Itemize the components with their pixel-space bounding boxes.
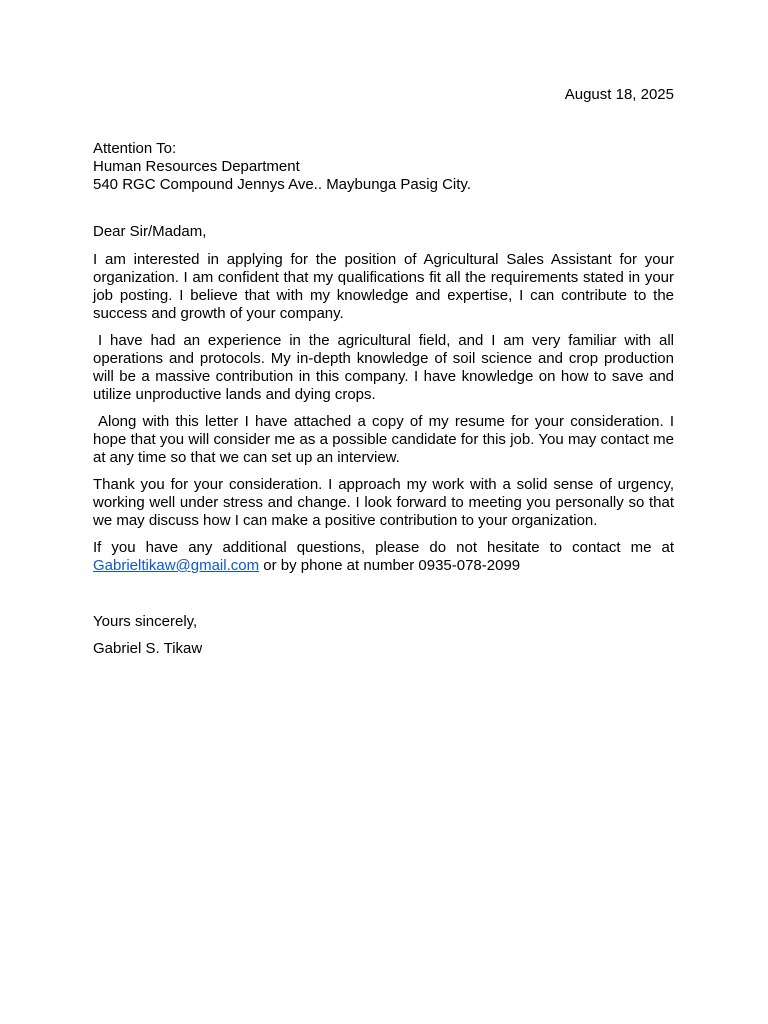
- contact-intro: If you have any additional questions, please do not hesitate to contact me at: [93, 539, 674, 556]
- letter-date: August 18, 2025: [564, 86, 674, 103]
- attention-address: 540 RGC Compound Jennys Ave.. Maybunga Pasig City.: [93, 176, 471, 193]
- attention-block: [93, 140, 674, 194]
- contact-paragraph: [93, 539, 674, 575]
- body-paragraph-2: I have had an experience in the agricultural field, and I am very familiar with all operations and protocols. My in-depth knowledge of soil science and crop production will be a massive contribution in this company. I have knowledge on how to save and utilize unproductive lands and dying crops.: [93, 332, 674, 403]
- letter-page: [93, 86, 674, 658]
- salutation: Dear Sir/Madam,: [93, 223, 207, 240]
- body-paragraph-4: Thank you for your consideration. I approach my work with a solid sense of urgency, working well under stress and change. I look forward to meeting you personally so that we may discuss how I can make a positive contribution to your organization.: [93, 476, 674, 529]
- attention-department: Human Resources Department: [93, 158, 300, 175]
- body-paragraph-1: I am interested in applying for the position of Agricultural Sales Assistant for your organization. I am confident that my qualifications fit all the requirements stated in your job posting. I believe that with my knowledge and expertise, I can contribute to the success and growth of your company.: [93, 251, 674, 322]
- signature-name: Gabriel S. Tikaw: [93, 640, 203, 657]
- email-link[interactable]: Gabrieltikaw@gmail.com: [93, 557, 260, 574]
- attention-label: Attention To:: [93, 140, 177, 157]
- closing: Yours sincerely,: [93, 613, 198, 630]
- body-paragraph-3: Along with this letter I have attached a copy of my resume for your consideration. I hope that you will consider me as a possible candidate for this job. You may contact me at any time so that we can set up an interview.: [93, 413, 674, 466]
- contact-phone: or by phone at number 0935-078-2099: [263, 557, 521, 574]
